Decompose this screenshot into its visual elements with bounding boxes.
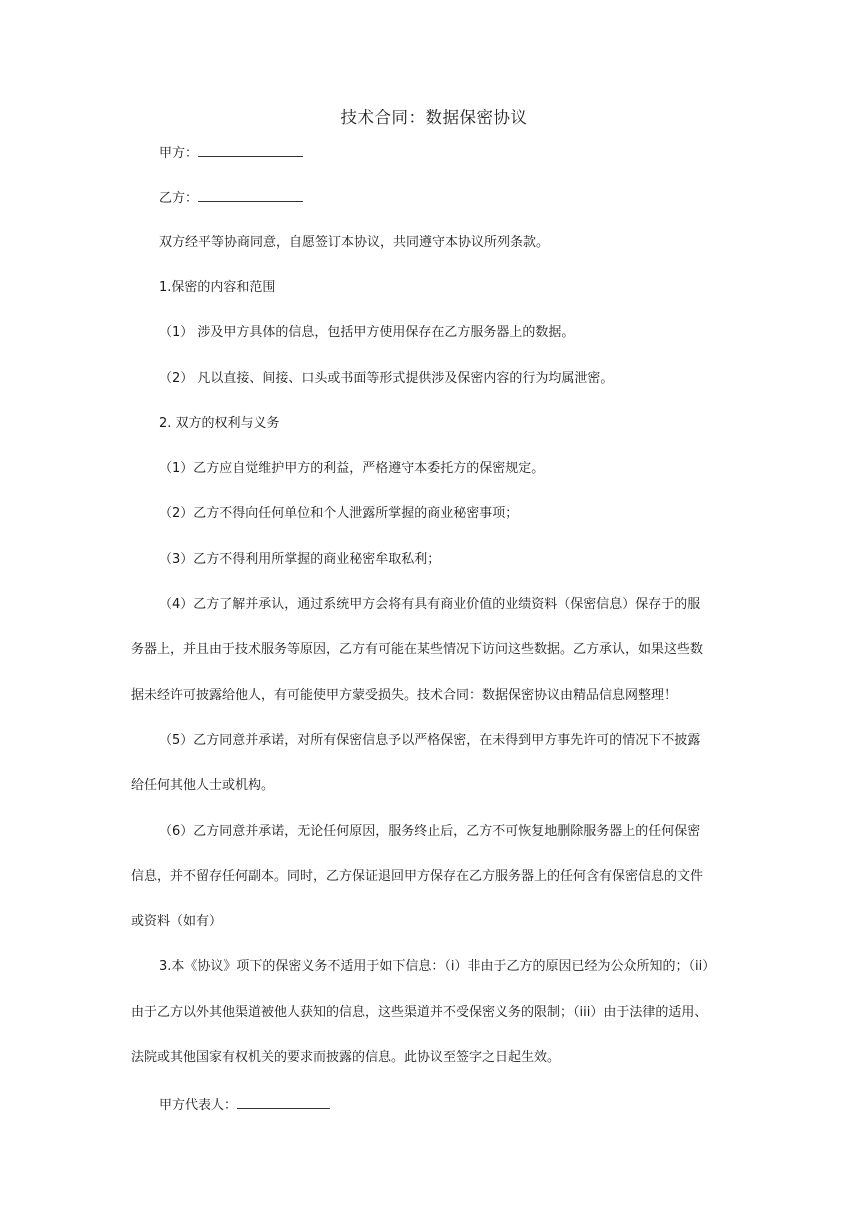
party-a-line [159, 144, 303, 163]
party-a-label: 甲方： [159, 146, 199, 161]
party-b-line [159, 189, 303, 208]
section2-item-6-line: 或资料（如有） [131, 914, 223, 929]
section3-line: 法院或其他国家有权机关的要求而披露的信息。此协议至签字之日起生效。 [131, 1050, 561, 1065]
section2-item-2: （2）乙方不得向任何单位和个人泄露所掌握的商业秘密事项； [159, 506, 519, 521]
section2-item-6-line: 信息，并不留存任何副本。同时，乙方保证退回甲方保存在乙方服务器上的任何含有保密信息的文件 [131, 869, 704, 884]
section2-item-5-line: （5）乙方同意并承诺，对所有保密信息予以严格保密，在未得到甲方事先许可的情况下不披露 [159, 733, 701, 748]
section1-heading: 1.保密的内容和范围 [159, 280, 276, 295]
rep-a-label: 甲方代表人： [159, 1098, 238, 1113]
section2-item-4-line: 务器上，并且由于技术服务等原因，乙方有可能在某些情况下访问这些数据。乙方承认，如果这些数 [131, 642, 704, 657]
intro-paragraph: 双方经平等协商同意，自愿签订本协议，共同遵守本协议所列条款。 [159, 235, 550, 250]
section3-line: 3.本《协议》项下的保密义务不适用于如下信息：（i）非由于乙方的原因已经为公众所知的；（ii） [159, 959, 716, 974]
section2-item-1: （1）乙方应自觉维护甲方的利益，严格遵守本委托方的保密规定。 [159, 461, 545, 476]
party-a-blank[interactable] [198, 144, 303, 157]
party-b-label: 乙方： [159, 191, 199, 206]
section2-item-5-line: 给任何其他人士或机构。 [131, 778, 275, 793]
party-b-blank[interactable] [198, 189, 303, 202]
rep-a-line [159, 1096, 330, 1115]
rep-a-blank[interactable] [237, 1096, 330, 1109]
section3-line: 由于乙方以外其他渠道被他人获知的信息，这些渠道并不受保密义务的限制；（iii）由于法律的适用、 [131, 1005, 708, 1020]
section2-item-4-line: （4）乙方了解并承认，通过系统甲方会将有具有商业价值的业绩资料（保密信息）保存于的服 [159, 597, 701, 612]
section2-item-6-line: （6）乙方同意并承诺，无论任何原因，服务终止后，乙方不可恢复地删除服务器上的任何保密 [159, 824, 701, 839]
section1-item-2: （2） 凡以直接、间接、口头或书面等形式提供涉及保密内容的行为均属泄密。 [159, 371, 614, 386]
section2-item-4-line: 据未经许可披露给他人，有可能使甲方蒙受损失。技术合同：数据保密协议由精品信息网整理！ [131, 688, 678, 703]
section2-item-3: （3）乙方不得利用所掌握的商业秘密牟取私利； [159, 552, 441, 567]
section1-item-1: （1） 涉及甲方具体的信息，包括甲方使用保存在乙方服务器上的数据。 [159, 325, 575, 340]
section2-heading: 2. 双方的权利与义务 [159, 416, 280, 431]
document-title: 技术合同：数据保密协议 [340, 108, 528, 127]
